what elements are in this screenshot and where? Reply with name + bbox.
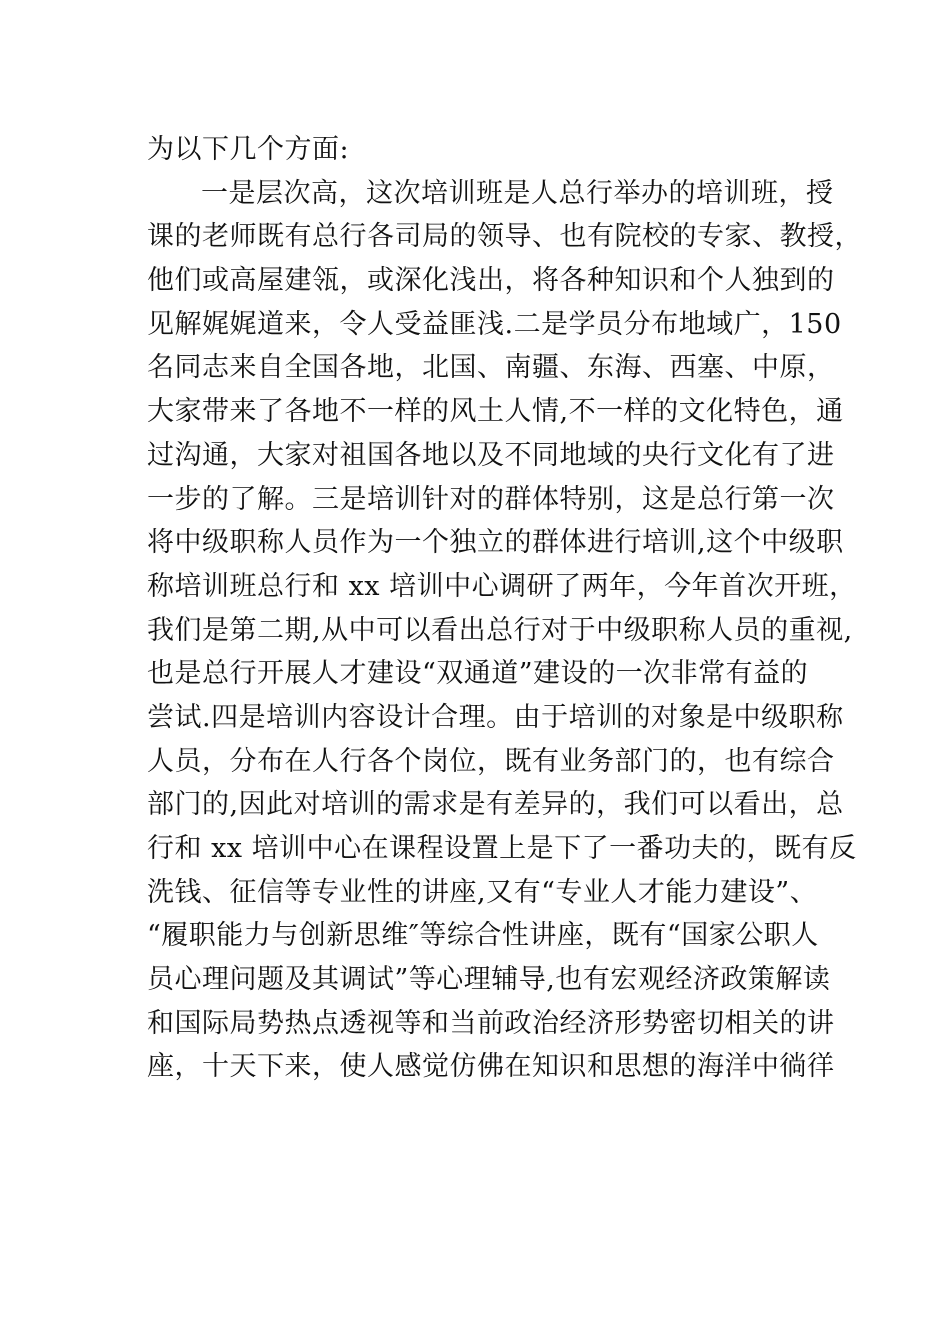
text-line: 洗钱、征信等专业性的讲座,又有“专业人才能力建设”、 bbox=[147, 876, 818, 908]
text-line: 尝试.四是培训内容设计合理。由于培训的对象是中级职称 bbox=[147, 701, 844, 733]
text-line: 大家带来了各地不一样的风土人情,不一样的文化特色，通 bbox=[147, 396, 844, 428]
text-line: “履职能力与创新思维″等综合性讲座，既有“国家公职人 bbox=[147, 920, 819, 952]
text-line: 一步的了解。三是培训针对的群体特别，这是总行第一次 bbox=[147, 483, 835, 515]
text-line: 课的老师既有总行各司局的领导、也有院校的专家、教授， bbox=[147, 221, 862, 253]
text-line: 也是总行开展人才建设“双通道”建设的一次非常有益的 bbox=[147, 658, 809, 690]
text-line: 称培训班总行和 xx 培训中心调研了两年，今年首次开班， bbox=[147, 570, 857, 602]
text-line: 座，十天下来，使人感觉仿佛在知识和思想的海洋中徜徉 bbox=[147, 1051, 835, 1083]
text-line: 见解娓娓道来，令人受益匪浅.二是学员分布地域广，150 bbox=[147, 308, 842, 340]
text-line: 过沟通，大家对祖国各地以及不同地域的央行文化有了进 bbox=[147, 439, 835, 471]
text-line: 名同志来自全国各地，北国、南疆、东海、西塞、中原， bbox=[147, 352, 835, 384]
text-line: 行和 xx 培训中心在课程设置上是下了一番功夫的，既有反 bbox=[147, 833, 857, 864]
paragraph-first-line: 一是层次高，这次培训班是人总行举办的培训班，授 bbox=[201, 177, 834, 209]
text-line: 人员，分布在人行各个岗位，既有业务部门的，也有综合 bbox=[147, 745, 835, 777]
body-text bbox=[147, 128, 862, 1089]
text-line: 和国际局势热点透视等和当前政治经济形势密切相关的讲 bbox=[147, 1007, 835, 1039]
text-line: 员心理问题及其调试”等心理辅导,也有宏观经济政策解读 bbox=[147, 964, 831, 996]
text-line: 他们或高屋建瓴，或深化浅出，将各种知识和个人独到的 bbox=[147, 265, 835, 297]
text-line: 为以下几个方面: bbox=[147, 134, 350, 165]
text-line: 我们是第二期,从中可以看出总行对于中级职称人员的重视, bbox=[147, 614, 853, 646]
text-line: 将中级职称人员作为一个独立的群体进行培训,这个中级职 bbox=[147, 527, 844, 559]
text-line: 部门的,因此对培训的需求是有差异的，我们可以看出，总 bbox=[147, 789, 844, 821]
